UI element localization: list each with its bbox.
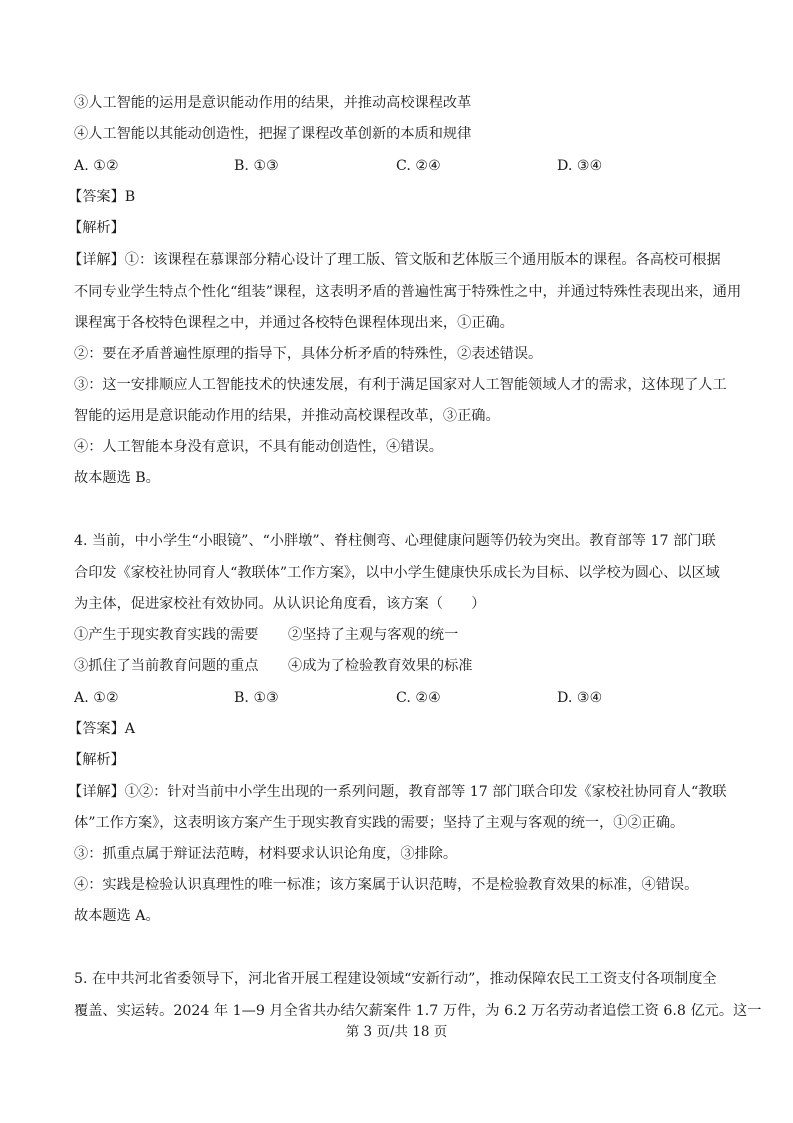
q4-detail-line: ③：抓重点属于辩证法范畴，材料要求认识论角度，③排除。 — [74, 846, 458, 862]
q3-option-c: C. ②④ — [396, 158, 441, 174]
q4-option-d: D. ③④ — [557, 690, 603, 706]
q5-stem-line: 覆盖、实运转。2024 年 1—9 月全省共办结欠薪案件 1.7 万件，为 6.2 万名劳动者追偿工资 6.8 亿元。这一 — [74, 1003, 762, 1019]
q4-conclusion: 故本题选 A。 — [74, 908, 160, 924]
q3-detail-line: ③：这一安排顺应人工智能技术的快速发展，有利于满足国家对人工智能领域人才的需求，这体现了人工 — [74, 377, 727, 393]
q4-item-2: ②坚持了主观与客观的统一 — [288, 627, 459, 643]
q4-stem-line: 4. 当前，中小学生“小眼镜”、“小胖墩”、脊柱侧弯、心理健康问题等仍较为突出。教育部等 17 部门联 — [74, 533, 716, 549]
q4-detail-line: 体”工作方案》，这表明该方案产生于现实教育实践的需要；坚持了主观与客观的统一，①②正确。 — [74, 815, 685, 831]
q4-option-b: B. ①③ — [234, 690, 279, 706]
q4-detail-line: ④：实践是检验认识真理性的唯一标准；该方案属于认识范畴，不是检验教育效果的标准，④错误。 — [74, 877, 699, 893]
q3-conclusion: 故本题选 B。 — [74, 470, 160, 486]
q4-analysis-label: 【解析】 — [68, 752, 125, 768]
q3-detail-line: 不同专业学生特点个性化“组装”课程，这表明矛盾的普遍性寓于特殊性之中，并通过特殊性表现出来，通用 — [74, 284, 742, 300]
q3-item-4: ④人工智能以其能动创造性，把握了课程改革创新的本质和规律 — [74, 126, 472, 142]
q3-detail-line: 【详解】①：该课程在慕课部分精心设计了理工版、管文版和艺体版三个通用版本的课程。各高校可根据 — [68, 252, 721, 268]
q4-option-c: C. ②④ — [396, 690, 441, 706]
q3-detail-line: 智能的运用是意识能动作用的结果，并推动高校课程改革，③正确。 — [74, 408, 500, 424]
q4-item-4: ④成为了检验教育效果的标准 — [288, 658, 473, 674]
q4-option-a: A. ①② — [74, 690, 119, 706]
q4-stem-line: 为主体，促进家校社有效协同。从认识论角度看，该方案（ ） — [74, 596, 486, 612]
q3-analysis-label: 【解析】 — [68, 220, 125, 236]
q3-answer: 【答案】B — [68, 189, 136, 205]
q3-option-d: D. ③④ — [557, 158, 603, 174]
q3-option-b: B. ①③ — [234, 158, 279, 174]
q4-item-1: ①产生于现实教育实践的需要 — [74, 627, 259, 643]
q3-detail-line: ②：要在矛盾普遍性原理的指导下，具体分析矛盾的特殊性，②表述错误。 — [74, 346, 543, 362]
q3-detail-line: 课程寓于各校特色课程之中，并通过各校特色课程体现出来，①正确。 — [74, 315, 514, 331]
q4-detail-line: 【详解】①②：针对当前中小学生出现的一系列问题，教育部等 17 部门联合印发《家校社协同育人“教联 — [68, 784, 727, 800]
q5-stem-line: 5. 在中共河北省委领导下，河北省开展工程建设领域“安新行动”，推动保障农民工工资支付各项制度全 — [74, 971, 717, 987]
q3-option-a: A. ①② — [74, 158, 119, 174]
q4-item-3: ③抓住了当前教育问题的重点 — [74, 658, 259, 674]
q4-stem-line: 合印发《家校社协同育人“教联体”工作方案》，以中小学生健康快乐成长为目标、以学校为圆心、以区域 — [74, 565, 720, 581]
q3-item-3: ③人工智能的运用是意识能动作用的结果，并推动高校课程改革 — [74, 95, 472, 111]
page-footer: 第 3 页/共 18 页 — [345, 1024, 448, 1040]
q3-detail-line: ④：人工智能本身没有意识，不具有能动创造性，④错误。 — [74, 439, 443, 455]
q4-answer: 【答案】A — [68, 721, 135, 737]
